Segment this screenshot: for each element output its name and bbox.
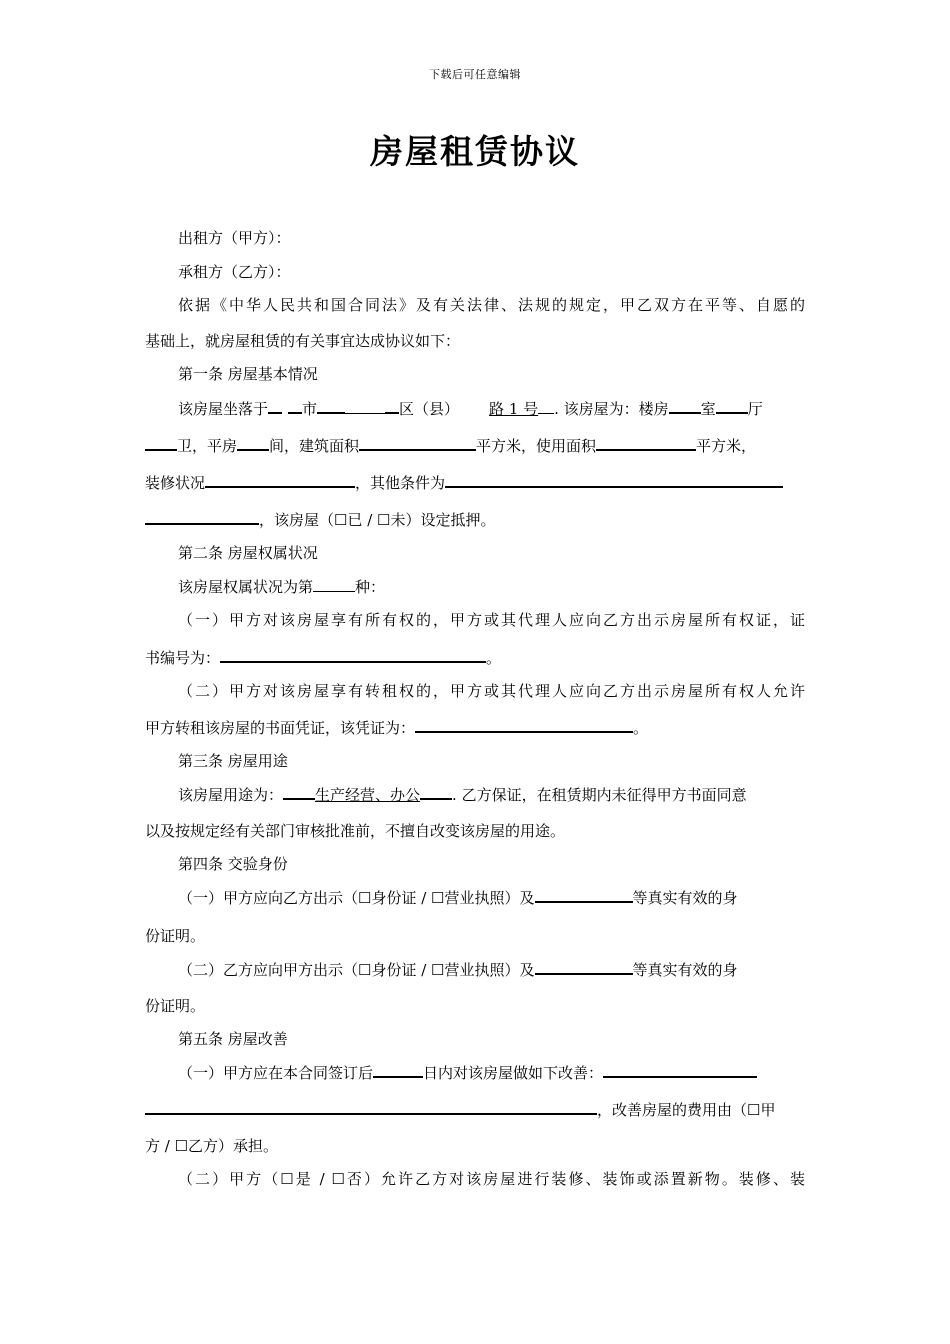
blank-field — [145, 511, 259, 525]
text: . 该房屋为：楼房 — [554, 400, 669, 418]
article-5-item-1-line-2 — [145, 1100, 775, 1120]
article-4-item-2-line-2: 份证明。 — [145, 997, 206, 1015]
text: 甲方转租该房屋的书面凭证，该凭证为： — [145, 719, 416, 737]
text: 卫，平房 — [177, 437, 238, 455]
blank-field — [385, 400, 399, 414]
blank-field — [237, 437, 269, 451]
article-1-line-1 — [178, 399, 763, 419]
blank-field — [535, 889, 633, 903]
text: 。 — [486, 649, 502, 667]
blank-field — [669, 400, 701, 414]
blank-field — [373, 1064, 423, 1078]
article-3-line-1 — [178, 785, 747, 805]
blank-field — [603, 1064, 757, 1078]
article-2-heading: 第二条 房屋权属状况 — [178, 544, 318, 562]
blank-field — [288, 400, 302, 414]
text: 。 — [633, 719, 649, 737]
article-2-item-1-line-1: （一）甲方对该房屋享有所有权的，甲方或其代理人应向乙方出示房屋所有权证，证 — [178, 611, 805, 629]
document-title: 房屋租赁协议 — [370, 132, 580, 171]
article-1-heading: 第一条 房屋基本情况 — [178, 365, 318, 383]
blank-field — [596, 437, 696, 451]
text: 平方米，使用面积 — [476, 437, 597, 455]
text: 间，建筑面积 — [269, 437, 360, 455]
blank-field — [220, 649, 486, 663]
article-2-line-1 — [178, 577, 385, 597]
article-2-item-2-line-1: （二）甲方对该房屋享有转租权的，甲方或其代理人应向乙方出示房屋所有权人允许 — [178, 682, 805, 700]
text: ，其他条件为 — [355, 474, 446, 492]
text: 区（县） — [399, 400, 460, 418]
article-3-heading: 第三条 房屋用途 — [178, 752, 288, 770]
blank-field — [345, 401, 385, 414]
page-header: 下载后可任意编辑 — [429, 68, 521, 81]
text: 日内对该房屋做如下改善： — [423, 1064, 604, 1082]
blank-field — [205, 474, 355, 488]
preamble-line-2: 基础上，就房屋租赁的有关事宜达成协议如下： — [145, 332, 461, 350]
article-5-item-1-line-3: 方 / ☐乙方）承担。 — [145, 1137, 279, 1155]
blank-field — [359, 437, 476, 451]
article-5-heading: 第五条 房屋改善 — [178, 1030, 288, 1048]
address-value: 路 1 号 — [489, 400, 539, 418]
lessee-line: 承租方（乙方）： — [178, 263, 291, 281]
text: （一）甲方应向乙方出示（☐身份证 / ☐营业执照）及 — [178, 889, 535, 907]
lessor-line: 出租方（甲方）： — [178, 229, 291, 247]
text: 等真实有效的身 — [632, 889, 738, 907]
text: 该房屋用途为： — [178, 786, 284, 804]
article-2-item-1-line-2 — [145, 648, 501, 668]
text: 该房屋权属状况为第 — [178, 578, 314, 596]
text: 室 — [700, 400, 716, 418]
text: 等真实有效的身 — [632, 961, 738, 979]
blank-field — [268, 400, 282, 414]
blank-field — [313, 579, 355, 592]
blank-field — [317, 400, 345, 414]
text: 厅 — [747, 400, 763, 418]
text: （一）甲方应在本合同签订后 — [178, 1064, 374, 1082]
blank-field — [415, 719, 633, 733]
text: 书编号为： — [145, 649, 221, 667]
text: . 乙方保证，在租赁期内未征得甲方书面同意 — [452, 786, 747, 804]
text: （二）乙方应向甲方出示（☐身份证 / ☐营业执照）及 — [178, 961, 535, 979]
article-4-item-1-line-2: 份证明。 — [145, 927, 206, 945]
blank-field — [538, 401, 554, 414]
article-4-item-1-line-1 — [178, 888, 738, 908]
text: 平方米， — [696, 437, 757, 455]
article-4-item-2-line-1 — [178, 960, 738, 980]
preamble-line-1: 依据《中华人民共和国合同法》及有关法律、法规的规定，甲乙双方在平等、自愿的 — [178, 296, 805, 314]
blank-field — [716, 400, 748, 414]
text: 种： — [355, 578, 386, 596]
article-1-line-3 — [145, 473, 783, 493]
blank-field — [420, 786, 452, 800]
blank-field — [145, 437, 177, 451]
text: 市 — [302, 400, 318, 418]
text: ，改善房屋的费用由（☐甲 — [597, 1101, 776, 1119]
blank-field — [145, 1101, 597, 1115]
article-2-item-2-line-2 — [145, 718, 648, 738]
blank-field — [535, 961, 633, 975]
article-1-line-4 — [145, 510, 496, 530]
usage-value: 生产经营、办公 — [315, 786, 421, 804]
text: 该房屋坐落于 — [178, 400, 269, 418]
article-4-heading: 第四条 交验身份 — [178, 855, 288, 873]
article-5-item-1-line-1 — [178, 1063, 757, 1083]
text: ，该房屋（☐已 / ☐未）设定抵押。 — [259, 511, 496, 529]
text: 装修状况 — [145, 474, 206, 492]
blank-field — [283, 786, 315, 800]
article-3-line-2: 以及按规定经有关部门审核批准前，不擅自改变该房屋的用途。 — [145, 822, 566, 840]
blank-field — [445, 474, 783, 488]
article-1-line-2 — [145, 436, 756, 456]
article-5-item-2-line-1: （二）甲方（☐是 / ☐否）允许乙方对该房屋进行装修、装饰或添置新物。装修、装 — [178, 1170, 805, 1188]
